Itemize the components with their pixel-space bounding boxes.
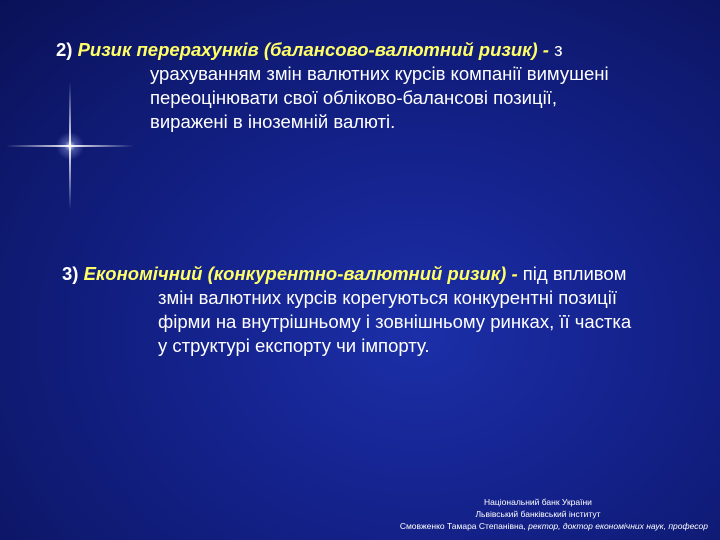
risk-point-3 <box>62 262 631 358</box>
footer-author-title: ректор, доктор економічних наук, професор <box>528 521 708 531</box>
risk-point-2-term: Ризик перерахунків (балансово-валютний ризик) - <box>77 39 549 60</box>
footer-author: Смовженко Тамара Степанівна, <box>399 521 526 531</box>
risk-point-2-line: урахуванням змін валютних курсів компанії вимушені <box>150 63 609 84</box>
risk-point-2-line: виражені в іноземній валюті. <box>150 111 396 132</box>
risk-point-2-lead: з <box>554 39 563 60</box>
footer-institute: Львівський банківський інститут <box>475 509 601 519</box>
risk-point-2 <box>56 38 609 134</box>
sparkle-glow <box>56 132 84 160</box>
risk-point-3-line: змін валютних курсів корегуються конкурентні позиції <box>158 287 618 308</box>
footer-institution <box>308 496 708 520</box>
risk-point-3-term: Економічний (конкурентно-валютний ризик) - <box>83 263 518 284</box>
slide-footer <box>308 496 708 532</box>
risk-point-3-line: фірми на внутрішньому і зовнішньому ринках, її частка <box>158 311 632 332</box>
footer-bank: Національний банк України <box>484 497 592 507</box>
footer-author-line <box>308 520 708 532</box>
sparkle-horizontal-ray <box>6 145 134 147</box>
risk-point-2-first-line <box>56 38 609 62</box>
risk-point-3-first-line <box>62 262 631 286</box>
risk-point-3-line: у структурі експорту чи імпорту. <box>158 335 430 356</box>
risk-point-3-lead: під впливом <box>522 263 627 284</box>
risk-point-2-line: переоцінювати свої обліково-балансові позиції, <box>150 87 557 108</box>
risk-point-3-number: 3) <box>62 263 79 284</box>
risk-point-2-number: 2) <box>56 39 73 60</box>
